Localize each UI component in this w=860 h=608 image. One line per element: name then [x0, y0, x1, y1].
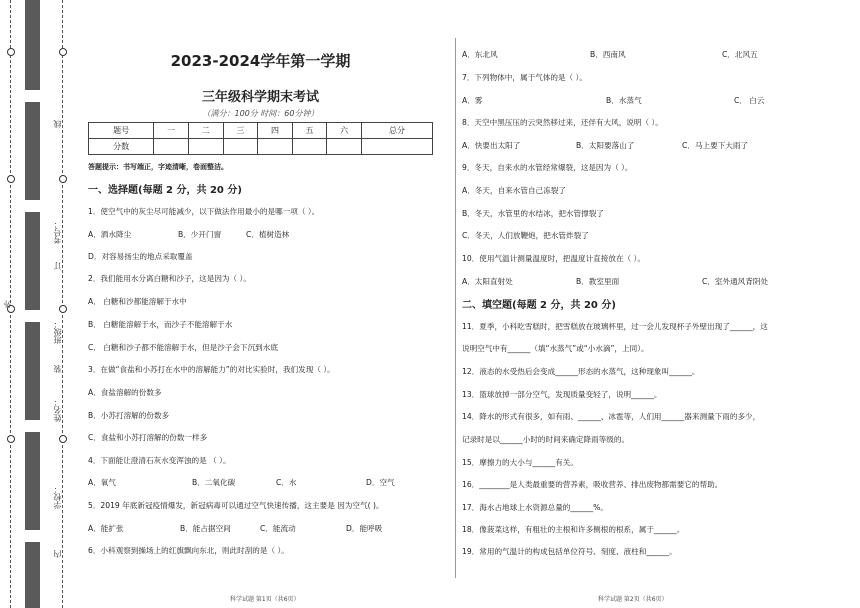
- question-14-cont: 记录时是以______小时的时间来确定降雨等级的。: [462, 435, 630, 444]
- exam-subtitle: 三年级科学期末考试: [201, 90, 319, 105]
- exam-year-title: 2023-2024学年第一学期: [170, 52, 351, 70]
- q4-option-d: D．空气: [366, 478, 395, 487]
- q4-option-b: B．二氧化碳: [192, 478, 236, 487]
- q9-option-a: A．冬天，自来水管自己冻裂了: [462, 186, 566, 195]
- binding-label-school: 学校：: [53, 485, 62, 509]
- score-table-header-row: [89, 123, 433, 139]
- q1-option-d: D．对容易扬尘的地点采取覆盖: [88, 252, 193, 261]
- question-10: 10．使用气温计测量温度时，把温度计直接放在（ ）。: [462, 254, 645, 263]
- question-8: 8．天空中黑压压的云突然移过来，还伴有大风，说明（ ）。: [462, 118, 663, 127]
- question-11-cont: 说明空气中有______（填“水蒸气”或“小水滴”，上同）。: [462, 344, 649, 353]
- question-16: 16．________是人类最重要的营养素，吸收营养、排出废物都需要它的帮助。: [462, 480, 723, 489]
- q5-option-a: A．能扩张: [88, 524, 124, 533]
- score-input-cell[interactable]: [292, 139, 327, 155]
- footer-page-2: 科学试题 第2页（共6页）: [598, 596, 668, 603]
- score-input-cell[interactable]: [327, 139, 362, 155]
- question-19: 19．常用的气温计的构成包括单位符号、刻度、液柱和______。: [462, 547, 677, 556]
- binding-label-inner: 内: [53, 550, 62, 558]
- question-6: 6．小科观察到操场上的红旗飘向东北，则此时刮的是（ ）。: [88, 546, 289, 555]
- question-9: 9．冬天，自来水的水管经常爆裂，这是因为（ ）。: [462, 163, 633, 172]
- q4-option-c: C．水: [276, 478, 297, 487]
- binding-label-name: 姓名：: [53, 398, 62, 422]
- score-cell: 六: [327, 123, 362, 139]
- score-cell: 五: [292, 123, 327, 139]
- question-14: 14．降水的形式有很多，如有雨、______、冰雹等，人们用______器来测量下雨的多少，: [462, 412, 761, 421]
- question-4: 4．下面能让澄清石灰水变浑浊的是 （ ）。: [88, 456, 231, 465]
- q1-option-c: C．植树造林: [246, 230, 290, 239]
- page-divider: [455, 38, 456, 578]
- q9-option-c: C．冬天，人们放鞭炮，把水管炸裂了: [462, 231, 589, 240]
- score-cell: 一: [154, 123, 189, 139]
- binding-label-line: 线: [53, 120, 62, 128]
- q10-option-a: A．太阳直射处: [462, 277, 513, 286]
- score-cell: 三: [223, 123, 258, 139]
- question-13: 13．篮球放掉一部分空气，发现质量变轻了，说明______。: [462, 390, 662, 399]
- q4-option-a: A．氧气: [88, 478, 116, 487]
- score-table: [88, 122, 433, 155]
- q8-option-b: B．太阳要落山了: [576, 141, 635, 150]
- q7-option-c: C． 白云: [734, 96, 765, 105]
- score-input-cell[interactable]: [154, 139, 189, 155]
- q7-option-a: A．雾: [462, 96, 483, 105]
- section-choice-title: 一、选择题(每题 2 分，共 20 分): [88, 185, 242, 196]
- score-input-cell[interactable]: [223, 139, 258, 155]
- score-cell: 分数: [89, 139, 154, 155]
- right-page: [462, 0, 814, 608]
- question-2: 2．我们能用水分离白糖和沙子，这是因为（ ）。: [88, 274, 251, 283]
- q2-option-c: C． 白糖和沙子都不能溶解于水，但是沙子会下沉到水底: [88, 343, 278, 352]
- section-fill-title: 二、填空题(每题 2 分，共 20 分): [462, 300, 616, 311]
- binding-margin: [0, 0, 80, 608]
- q6-option-c: C．北风五: [722, 50, 758, 59]
- inner-dashed-line: [62, 0, 63, 608]
- score-cell: 四: [258, 123, 293, 139]
- q1-option-b: B．少开门窗: [178, 230, 222, 239]
- q6-option-a: A．东北风: [462, 50, 498, 59]
- footer-page-1: 科学试题 第1页（共6页）: [230, 596, 300, 603]
- q10-option-c: C．室外通风背阴处: [702, 277, 769, 286]
- exam-note: （满分：100分 时间：60分钟）: [202, 109, 319, 118]
- q8-option-a: A．快要出太阳了: [462, 141, 521, 150]
- score-input-cell[interactable]: [188, 139, 223, 155]
- question-1: 1．使空气中的灰尘尽可能减少，以下做法作用最小的是哪一项（ ）。: [88, 207, 320, 216]
- question-5: 5．2019 年底新冠疫情爆发，新冠病毒可以通过空气快速传播，这主要是 因为空气( )。: [88, 501, 384, 510]
- q5-option-b: B．能占据空间: [180, 524, 231, 533]
- binding-label-order: 订: [53, 262, 62, 270]
- question-11: 11．夏季，小科吃雪糕时，把雪糕放在玻璃杯里，过一会儿发现杯子外壁出现了______，这: [462, 322, 768, 331]
- binding-label-install: 装: [53, 365, 62, 373]
- question-17: 17．海水占地球上水资源总量的______%。: [462, 503, 608, 512]
- answer-tip: 答题提示：书写端正，字迹清晰，卷面整洁。: [88, 163, 228, 171]
- q2-option-a: A． 白糖和沙都能溶解于水中: [88, 297, 187, 306]
- q3-option-a: A．食盐溶解的份数多: [88, 388, 162, 397]
- binding-label-class: 班级：: [53, 320, 62, 344]
- binding-label-outer: 外: [3, 300, 12, 308]
- q1-option-a: A．洒水降尘: [88, 230, 132, 239]
- question-7: 7．下列物体中，属于气体的是（ ）。: [462, 73, 587, 82]
- q10-option-b: B．教室里面: [576, 277, 620, 286]
- score-cell: 题号: [89, 123, 154, 139]
- question-18: 18．像菠菜这样，有粗壮的主根和许多侧根的根系，属于______。: [462, 525, 685, 534]
- q3-option-c: C．食盐和小苏打溶解的份数一样多: [88, 433, 208, 442]
- binding-strip: [25, 0, 40, 608]
- score-input-cell[interactable]: [362, 139, 433, 155]
- question-15: 15．摩擦力的大小与______有关。: [462, 458, 578, 467]
- q5-option-d: D．能呼吸: [346, 524, 383, 533]
- q9-option-b: B．冬天，水管里的水结冰，把水管撑裂了: [462, 209, 604, 218]
- q7-option-b: B．水蒸气: [606, 96, 642, 105]
- score-cell: 二: [188, 123, 223, 139]
- q2-option-b: B． 白糖能溶解于水，而沙子不能溶解于水: [88, 320, 233, 329]
- score-table-score-row: [89, 139, 433, 155]
- q6-option-b: B．西南风: [590, 50, 626, 59]
- question-12: 12．液态的水受热后会变成______形态的水蒸气，这种现象叫______。: [462, 367, 700, 376]
- score-input-cell[interactable]: [258, 139, 293, 155]
- binding-label-exam-no: 考号：: [53, 220, 62, 244]
- q3-option-b: B．小苏打溶解的份数多: [88, 411, 170, 420]
- left-page: [88, 0, 433, 608]
- score-cell: 总分: [362, 123, 433, 139]
- q5-option-c: C．能流动: [260, 524, 296, 533]
- q8-option-c: C．马上要下大雨了: [682, 141, 749, 150]
- question-3: 3．在做“食盐和小苏打在水中的溶解能力”的对比实验时，我们发现（ ）。: [88, 365, 335, 374]
